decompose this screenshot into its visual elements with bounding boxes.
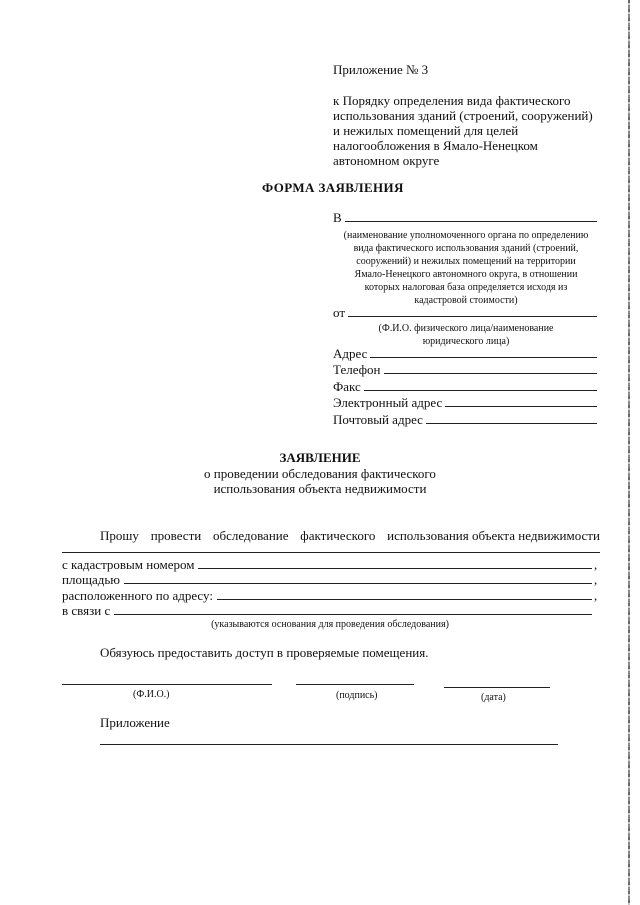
object-field-row <box>62 556 600 572</box>
contact-row <box>333 410 597 427</box>
scan-edge-artifact <box>628 0 630 905</box>
recipient-to-row <box>333 210 599 225</box>
object-field-row <box>62 587 600 603</box>
fio-hint: (Ф.И.О.) <box>133 689 170 700</box>
appendix-reference <box>333 93 603 168</box>
appendix-reference-line: и нежилых помещений для целей <box>333 123 519 138</box>
contact-label: Телефон <box>333 362 381 377</box>
sender-from-label: от <box>333 305 346 320</box>
date-hint: (дата) <box>481 692 506 703</box>
recipient-to-hint-line: которых налоговая база определяется исходя из <box>364 282 568 293</box>
object-field-label: расположенного по адресу: <box>62 587 213 603</box>
appendix-reference-line: автономном округе <box>333 153 440 168</box>
recipient-to-hint-line: Ямало-Ненецкого автономного округа, в отношении <box>354 269 578 280</box>
object-field-input[interactable] <box>124 583 592 584</box>
object-type-field[interactable] <box>62 552 600 553</box>
recipient-to-hint-line: вида фактического использования зданий (строений, <box>353 243 579 254</box>
contact-fields <box>333 344 597 427</box>
fio-signature-line[interactable] <box>62 684 272 685</box>
contact-label: Адрес <box>333 345 368 361</box>
signature-line[interactable] <box>296 684 414 685</box>
appendix-reference-line: налогообложения в Ямало-Ненецком <box>333 138 538 153</box>
request-word: провести <box>150 528 202 543</box>
contact-row <box>333 361 597 378</box>
statement-subtitle <box>180 466 460 496</box>
object-fields <box>62 556 600 618</box>
contact-field[interactable] <box>426 423 597 424</box>
request-word: использования объекта недвижимости <box>387 528 600 543</box>
recipient-to-hint-line: (наименование уполномоченного органа по определению <box>343 230 589 241</box>
contact-label: Электронный адрес <box>333 395 443 410</box>
object-field-row <box>62 572 600 588</box>
contact-field[interactable] <box>445 406 597 407</box>
statement-subtitle-line: использования объекта недвижимости <box>213 481 427 496</box>
appendix-title: Приложение № 3 <box>333 62 429 77</box>
request-word: фактического <box>300 528 376 543</box>
contact-label: Почтовый адрес <box>333 411 423 427</box>
contact-row <box>333 377 597 394</box>
commitment-text: Обязуюсь предоставить доступ в проверяемые помещения. <box>100 645 429 660</box>
object-field-input[interactable] <box>114 614 592 615</box>
recipient-to-hint <box>330 229 602 307</box>
object-field-punctuation: , <box>594 556 598 572</box>
sender-from-row <box>333 305 599 320</box>
object-field-input[interactable] <box>198 568 592 569</box>
contact-label: Факс <box>333 378 361 394</box>
object-field-input[interactable] <box>217 599 592 600</box>
recipient-to-hint-line: кадастровой стоимости) <box>414 295 518 306</box>
object-field-label: с кадастровым номером <box>62 556 195 572</box>
date-line[interactable] <box>444 687 550 688</box>
contact-row <box>333 344 597 361</box>
sender-from-hint-line: (Ф.И.О. физического лица/наименование <box>378 323 554 334</box>
contact-field[interactable] <box>370 357 597 358</box>
contact-field[interactable] <box>384 373 597 374</box>
recipient-to-label: В <box>333 210 342 225</box>
signature-hint: (подпись) <box>336 690 378 701</box>
request-word: Прошу <box>100 528 139 543</box>
reason-hint: (указываются основания для проведения обследования) <box>211 619 449 630</box>
contact-row <box>333 394 597 411</box>
object-field-row <box>62 603 600 619</box>
attachment-label: Приложение <box>100 715 170 730</box>
recipient-to-field[interactable] <box>345 221 597 222</box>
request-line <box>100 528 600 543</box>
object-field-punctuation: , <box>594 572 598 587</box>
appendix-reference-line: использования зданий (строений, сооружений) <box>333 108 593 123</box>
sender-from-field[interactable] <box>348 316 597 317</box>
statement-title: ЗАЯВЛЕНИЕ <box>279 450 361 465</box>
object-field-punctuation: , <box>594 587 598 603</box>
object-field-label: площадью <box>62 572 120 587</box>
statement-subtitle-line: о проведении обследования фактического <box>204 466 436 481</box>
request-word: обследование <box>213 528 289 543</box>
sender-from-hint-line: юридического лица) <box>422 336 510 347</box>
form-title: ФОРМА ЗАЯВЛЕНИЯ <box>262 180 404 195</box>
appendix-reference-line: к Порядку определения вида фактического <box>333 93 571 108</box>
object-field-label: в связи с <box>62 603 111 618</box>
attachment-field[interactable] <box>100 744 558 745</box>
contact-field[interactable] <box>364 390 597 391</box>
recipient-to-hint-line: сооружений) и нежилых помещений на территории <box>356 256 576 267</box>
